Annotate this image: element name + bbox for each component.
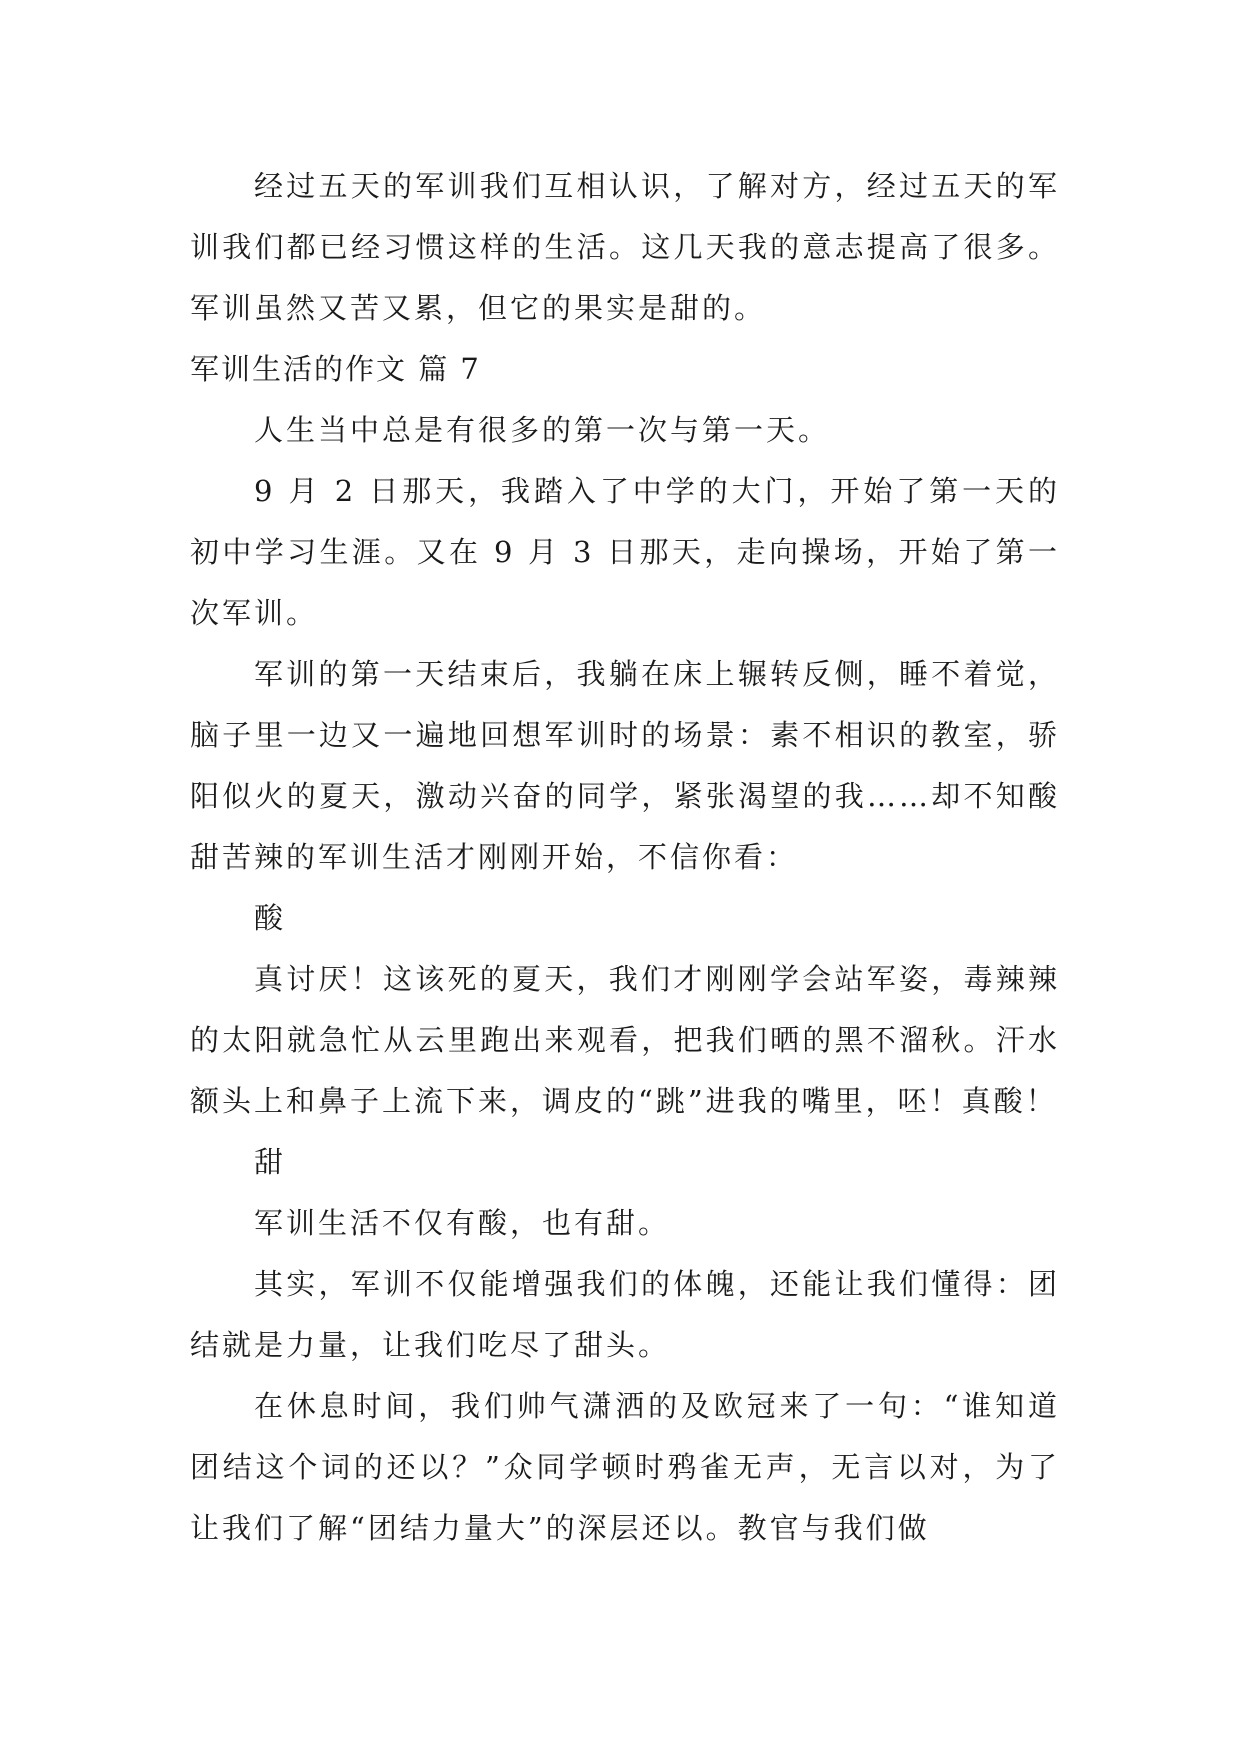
subheading-sweet: 甜 <box>254 1145 287 1179</box>
paragraph: 军训生活不仅有酸，也有甜。 <box>254 1206 671 1240</box>
section-heading: 军训生活的作文 篇 7 <box>190 352 481 386</box>
paragraph: 9 月 2 日那天，我踏入了中学的大门，开始了第一天的初中学习生涯。又在 9 月 3 日那天，走向操场，开始了第一次军训。 <box>190 474 1060 630</box>
paragraph: 军训的第一天结束后，我躺在床上辗转反侧，睡不着觉，脑子里一边又一遍地回想军训时的场景：素不相识的教室，骄阳似火的夏天，激动兴奋的同学，紧张渴望的我……却不知酸甜苦辣的军训生活才刚刚开始，不信你看： <box>190 657 1060 874</box>
paragraph: 其实，军训不仅能增强我们的体魄，还能让我们懂得：团结就是力量，让我们吃尽了甜头。 <box>190 1267 1060 1362</box>
subheading-sour: 酸 <box>254 901 287 935</box>
paragraph: 真讨厌！这该死的夏天，我们才刚刚学会站军姿，毒辣辣的太阳就急忙从云里跑出来观看，把我们晒的黑不溜秋。汗水额头上和鼻子上流下来，调皮的“跳”进我的嘴里，呸！真酸！ <box>190 962 1060 1118</box>
document-body <box>190 156 1060 1559</box>
paragraph: 在休息时间，我们帅气潇洒的及欧冠来了一句：“谁知道团结这个词的还以？”众同学顿时鸦雀无声，无言以对，为了让我们了解“团结力量大”的深层还以。教官与我们做 <box>190 1389 1060 1545</box>
paragraph: 经过五天的军训我们互相认识，了解对方，经过五天的军训我们都已经习惯这样的生活。这几天我的意志提高了很多。军训虽然又苦又累，但它的果实是甜的。 <box>190 169 1060 325</box>
paragraph: 人生当中总是有很多的第一次与第一天。 <box>254 413 831 447</box>
